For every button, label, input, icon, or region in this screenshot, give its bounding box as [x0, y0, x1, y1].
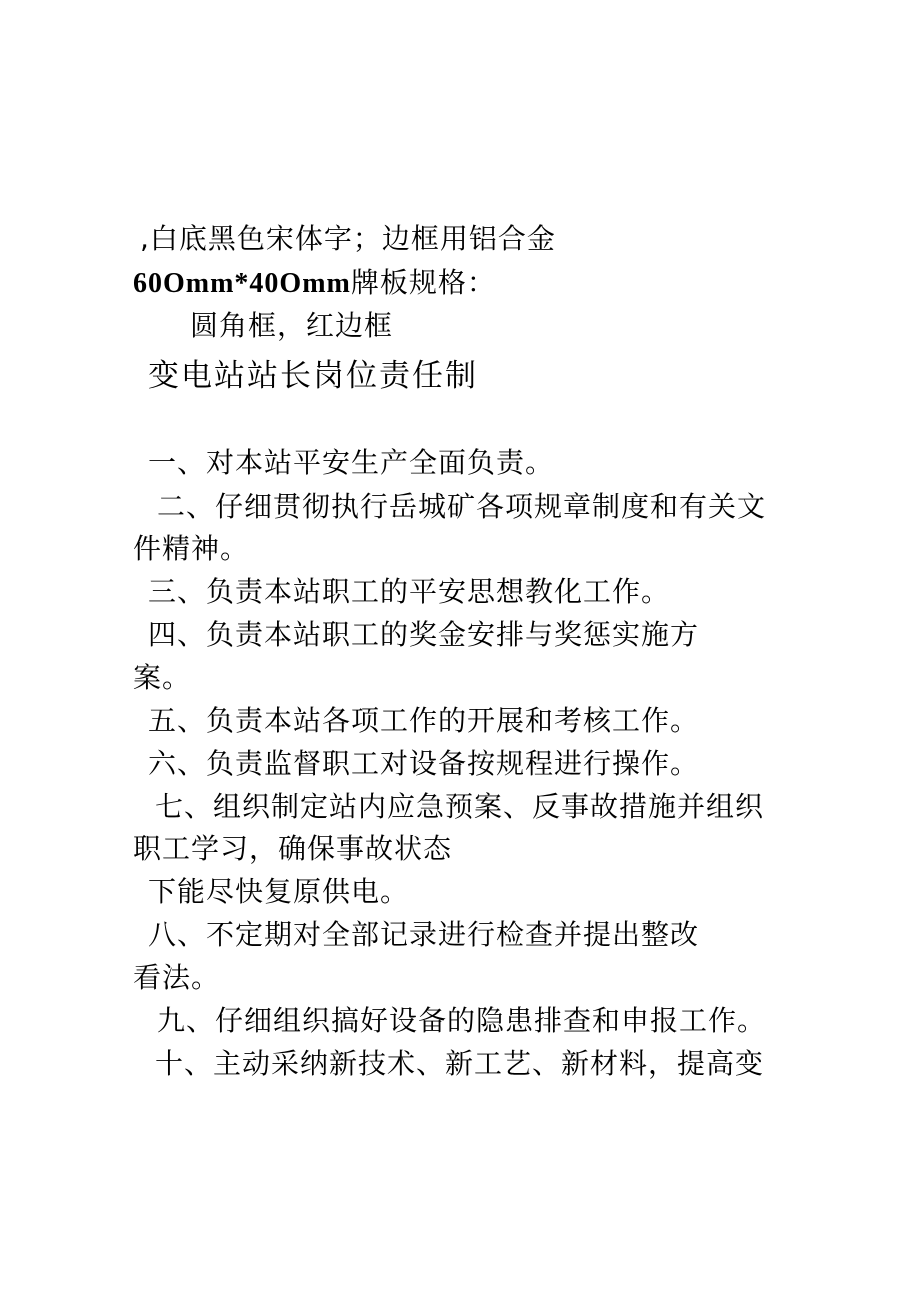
duty-10: 十、主动采纳新技术、新工艺、新材料，提高变: [155, 1047, 765, 1080]
duty-9: 九、仔细组织搞好设备的隐患排查和申报工作。: [157, 1004, 767, 1037]
duty-7-line-3: 下能尽快复原供电。: [148, 875, 410, 908]
duty-1: 一、对本站平安生产全面负责。: [148, 446, 555, 479]
sign-spec-line-2: [133, 266, 496, 301]
duty-2-line-1: 二、仔细贯彻执行岳城矿各项规章制度和有关文: [157, 490, 767, 523]
duty-8-line-2: 看法。: [133, 961, 221, 994]
duty-4-line-1: 四、负责本站职工的奖金安排与奖惩实施方: [148, 618, 700, 651]
sign-size: 60Omm*40Omm: [133, 268, 351, 299]
duty-7-line-2: 职工学习，确保事故状态: [133, 832, 453, 865]
duty-4-line-2: 案。: [133, 661, 192, 694]
duty-2-line-2: 件精神。: [133, 532, 250, 565]
sign-spec-line-3: 圆角框，红边框: [190, 309, 394, 342]
duty-3: 三、负责本站职工的平安思想教化工作。: [148, 575, 671, 608]
document-title: 变电站站长岗位责任制: [148, 358, 478, 394]
duty-7-line-1: 七、组织制定站内应急预案、反事故措施并组织: [155, 790, 765, 823]
duty-5: 五、负责本站各项工作的开展和考核工作。: [148, 704, 700, 737]
sign-spec-line-1: ,白底黑色宋体字；边框用铝合金: [140, 222, 556, 255]
duty-8-line-1: 八、不定期对全部记录进行检查并提出整改: [148, 918, 700, 951]
duty-6: 六、负责监督职工对设备按规程进行操作。: [148, 747, 700, 780]
sign-size-label: 牌板规格：: [350, 266, 496, 299]
